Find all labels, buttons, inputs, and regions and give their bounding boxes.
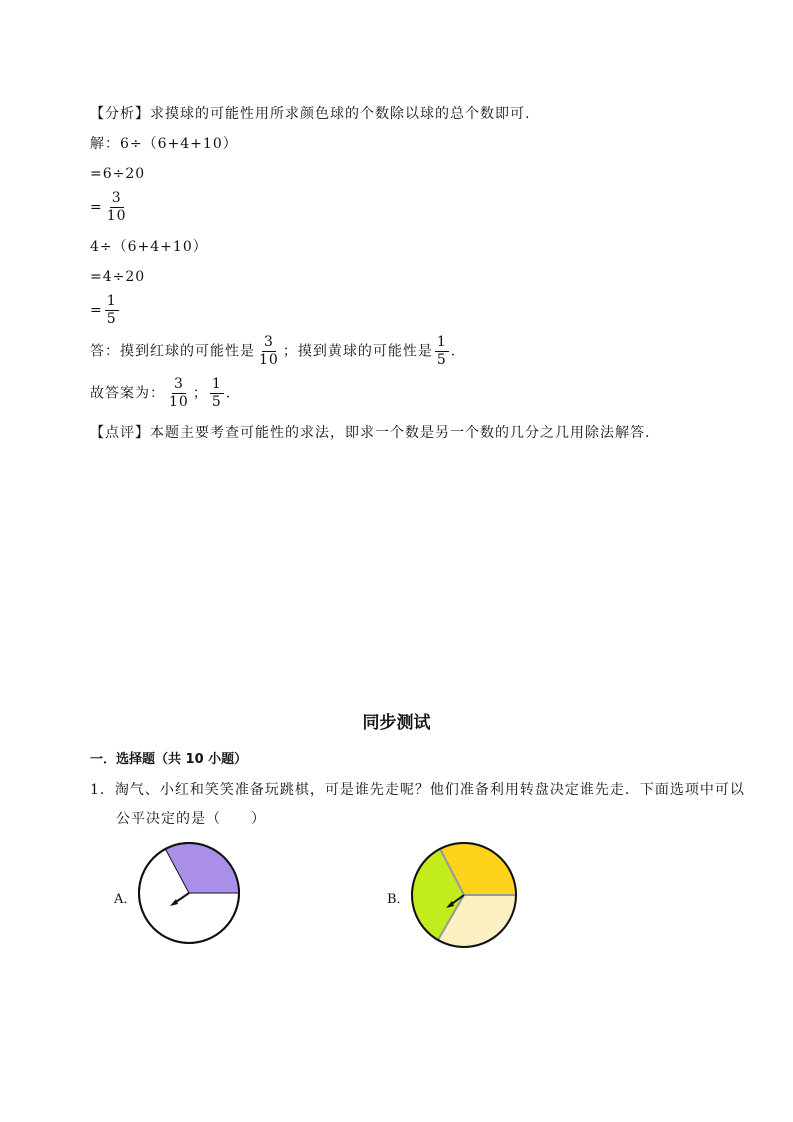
fraction-numerator: 3	[111, 190, 122, 206]
fraction	[105, 190, 129, 225]
option-b-label[interactable]: B．	[387, 892, 410, 907]
fraction-denominator: 10	[169, 394, 189, 410]
question-1-line-2: 公平决定的是（ ）	[116, 811, 266, 827]
fraction	[257, 334, 281, 369]
fraction-numerator: 3	[263, 334, 274, 350]
final-answer-line	[90, 376, 231, 411]
page-title: 同步测试	[362, 713, 431, 733]
fraction-denominator: 5	[106, 311, 117, 327]
fraction-denominator: 10	[106, 208, 127, 224]
answer-part-2: ；摸到黄球的可能性是	[282, 343, 433, 360]
solution-line-2: =6÷20	[90, 166, 146, 182]
solution-line-1: 解：6÷（6+4+10）	[90, 136, 238, 152]
fraction-denominator: 5	[211, 394, 222, 410]
spinner-b[interactable]	[407, 840, 523, 952]
analysis-line	[90, 105, 530, 123]
equals-sign: =	[90, 199, 103, 216]
solution-line-3	[90, 190, 131, 225]
comment-label: 【点评】	[90, 425, 150, 441]
fraction-denominator: 5	[436, 352, 447, 368]
solution-line-6	[90, 293, 121, 328]
equals-sign: =	[90, 302, 103, 319]
answer-part-1: 答：摸到红球的可能性是	[90, 343, 255, 360]
fraction-numerator: 3	[173, 376, 184, 392]
fraction-numerator: 1	[211, 376, 222, 392]
final-answer-suffix: .	[225, 385, 232, 402]
option-a-label[interactable]: A．	[114, 892, 137, 907]
answer-line	[90, 334, 456, 369]
fraction-numerator: 1	[106, 293, 117, 309]
spinner-a[interactable]	[136, 840, 246, 950]
solution-line-4: 4÷（6+4+10）	[90, 239, 208, 255]
final-answer-separator: ；	[192, 385, 208, 402]
fraction	[167, 376, 191, 411]
analysis-text: 求摸球的可能性用所求颜色球的个数除以球的总个数即可.	[150, 106, 531, 122]
section-heading: 一．选择题（共 10 小题）	[90, 752, 248, 767]
question-1-line-1: 1．淘气、小红和笑笑准备玩跳棋，可是谁先走呢？他们准备利用转盘决定谁先走．下面选项中可以	[90, 782, 745, 798]
fraction	[435, 334, 449, 369]
analysis-label: 【分析】	[90, 106, 150, 122]
fraction-denominator: 10	[259, 352, 279, 368]
solution-line-5: =4÷20	[90, 269, 146, 285]
answer-part-3: .	[450, 343, 457, 360]
final-answer-prefix: 故答案为：	[90, 385, 165, 402]
comment-text: 本题主要考查可能性的求法，即求一个数是另一个数的几分之几用除法解答.	[150, 425, 651, 441]
fraction-numerator: 1	[436, 334, 447, 350]
fraction	[105, 293, 119, 328]
comment-line	[90, 424, 650, 442]
fraction	[210, 376, 224, 411]
